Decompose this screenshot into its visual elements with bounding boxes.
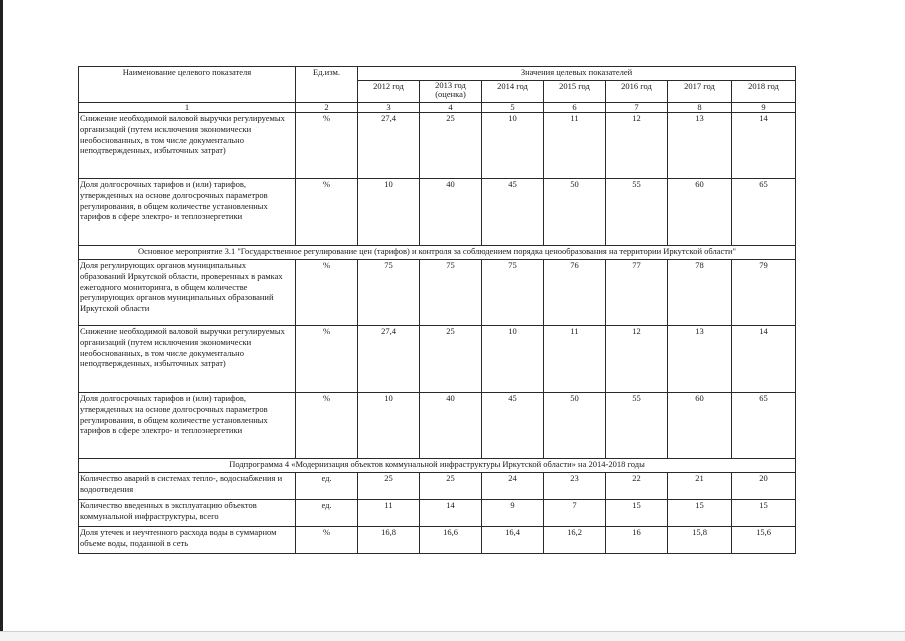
value-cell: 9 bbox=[482, 500, 544, 527]
value-cell: 55 bbox=[606, 179, 668, 246]
unit-cell: % bbox=[296, 179, 358, 246]
value-cell: 14 bbox=[420, 500, 482, 527]
table-row bbox=[79, 326, 796, 393]
unit-cell: % bbox=[296, 113, 358, 179]
table-row bbox=[79, 473, 796, 500]
value-cell: 13 bbox=[668, 326, 732, 393]
value-cell: 60 bbox=[668, 393, 732, 459]
value-cell: 75 bbox=[358, 260, 420, 326]
column-number: 7 bbox=[606, 103, 668, 113]
value-cell: 50 bbox=[544, 179, 606, 246]
value-cell: 15,6 bbox=[732, 527, 796, 554]
value-cell: 27,4 bbox=[358, 326, 420, 393]
value-cell: 16,8 bbox=[358, 527, 420, 554]
column-number: 3 bbox=[358, 103, 420, 113]
value-cell: 16,6 bbox=[420, 527, 482, 554]
header-target-values: Значения целевых показателей bbox=[358, 67, 796, 81]
value-cell: 22 bbox=[606, 473, 668, 500]
header-year: 2015 год bbox=[544, 81, 606, 103]
indicator-name: Количество введенных в эксплуатацию объектов коммунальной инфраструктуры, всего bbox=[79, 500, 296, 527]
value-cell: 10 bbox=[358, 179, 420, 246]
column-number: 4 bbox=[420, 103, 482, 113]
value-cell: 25 bbox=[420, 473, 482, 500]
value-cell: 10 bbox=[482, 113, 544, 179]
column-number: 9 bbox=[732, 103, 796, 113]
header-year: 2018 год bbox=[732, 81, 796, 103]
indicator-name: Доля утечек и неучтенного расхода воды в суммарном объеме воды, поданной в сеть bbox=[79, 527, 296, 554]
value-cell: 45 bbox=[482, 393, 544, 459]
indicator-name: Доля долгосрочных тарифов и (или) тарифов, утвержденных на основе долгосрочных параметров регулирования, в общем количестве установленных тарифов в сфере электро- и теплоэнергетики bbox=[79, 179, 296, 246]
value-cell: 13 bbox=[668, 113, 732, 179]
unit-cell: % bbox=[296, 527, 358, 554]
value-cell: 16,2 bbox=[544, 527, 606, 554]
value-cell: 14 bbox=[732, 113, 796, 179]
value-cell: 40 bbox=[420, 179, 482, 246]
value-cell: 15,8 bbox=[668, 527, 732, 554]
value-cell: 21 bbox=[668, 473, 732, 500]
value-cell: 65 bbox=[732, 393, 796, 459]
value-cell: 76 bbox=[544, 260, 606, 326]
value-cell: 25 bbox=[358, 473, 420, 500]
unit-cell: % bbox=[296, 260, 358, 326]
table-row bbox=[79, 113, 796, 179]
value-cell: 15 bbox=[732, 500, 796, 527]
column-number: 8 bbox=[668, 103, 732, 113]
value-cell: 10 bbox=[358, 393, 420, 459]
column-number: 2 bbox=[296, 103, 358, 113]
value-cell: 14 bbox=[732, 326, 796, 393]
table-row bbox=[79, 527, 796, 554]
unit-cell: ед. bbox=[296, 473, 358, 500]
value-cell: 40 bbox=[420, 393, 482, 459]
table-row bbox=[79, 500, 796, 527]
column-number: 5 bbox=[482, 103, 544, 113]
value-cell: 60 bbox=[668, 179, 732, 246]
section-title: Подпрограмма 4 «Модернизация объектов коммунальной инфраструктуры Иркутской области» на 2014-2018 годы bbox=[79, 459, 796, 473]
value-cell: 78 bbox=[668, 260, 732, 326]
value-cell: 11 bbox=[544, 113, 606, 179]
value-cell: 25 bbox=[420, 326, 482, 393]
column-number: 1 bbox=[79, 103, 296, 113]
indicator-name: Снижение необходимой валовой выручки регулируемых организаций (путем исключения экономически необоснованных, в том числе документально неподтвержденных, избыточных затрат) bbox=[79, 113, 296, 179]
value-cell: 50 bbox=[544, 393, 606, 459]
value-cell: 75 bbox=[482, 260, 544, 326]
value-cell: 65 bbox=[732, 179, 796, 246]
scan-left-edge bbox=[0, 0, 3, 640]
value-cell: 10 bbox=[482, 326, 544, 393]
value-cell: 12 bbox=[606, 326, 668, 393]
header-year: 2013 год (оценка) bbox=[420, 81, 482, 103]
value-cell: 12 bbox=[606, 113, 668, 179]
value-cell: 7 bbox=[544, 500, 606, 527]
indicator-name: Снижение необходимой валовой выручки регулируемых организаций (путем исключения экономически необоснованных, в том числе документально неподтвержденных, избыточных затрат) bbox=[79, 326, 296, 393]
indicator-name: Доля долгосрочных тарифов и (или) тарифов, утвержденных на основе долгосрочных параметров регулирования, в общем количестве установленных тарифов в сфере электро- и теплоэнергетики bbox=[79, 393, 296, 459]
value-cell: 25 bbox=[420, 113, 482, 179]
table-row bbox=[79, 393, 796, 459]
unit-cell: % bbox=[296, 326, 358, 393]
value-cell: 20 bbox=[732, 473, 796, 500]
value-cell: 23 bbox=[544, 473, 606, 500]
value-cell: 24 bbox=[482, 473, 544, 500]
value-cell: 77 bbox=[606, 260, 668, 326]
value-cell: 15 bbox=[606, 500, 668, 527]
value-cell: 15 bbox=[668, 500, 732, 527]
header-year: 2016 год bbox=[606, 81, 668, 103]
header-row-1 bbox=[79, 67, 796, 81]
unit-cell: ед. bbox=[296, 500, 358, 527]
indicators-table bbox=[78, 66, 796, 554]
value-cell: 16,4 bbox=[482, 527, 544, 554]
header-year: 2014 год bbox=[482, 81, 544, 103]
section-row bbox=[79, 246, 796, 260]
header-unit: Ед.изм. bbox=[296, 67, 358, 103]
value-cell: 79 bbox=[732, 260, 796, 326]
column-number-row bbox=[79, 103, 796, 113]
value-cell: 75 bbox=[420, 260, 482, 326]
header-year: 2017 год bbox=[668, 81, 732, 103]
value-cell: 27,4 bbox=[358, 113, 420, 179]
value-cell: 45 bbox=[482, 179, 544, 246]
header-indicator-name: Наименование целевого показателя bbox=[79, 67, 296, 103]
header-year: 2012 год bbox=[358, 81, 420, 103]
unit-cell: % bbox=[296, 393, 358, 459]
indicator-name: Доля регулирующих органов муниципальных образований Иркутской области, проверенных в рамках ежегодного мониторинга, в общем количестве регулирующих органов муниципальных образований Иркутской области bbox=[79, 260, 296, 326]
value-cell: 11 bbox=[544, 326, 606, 393]
column-number: 6 bbox=[544, 103, 606, 113]
section-title: Основное мероприятие 3.1 "Государственное регулирование цен (тарифов) и контроля за соблюдением порядка ценообразования на территории Иркутской области" bbox=[79, 246, 796, 260]
indicator-name: Количество аварий в системах тепло-, водоснабжения и водоотведения bbox=[79, 473, 296, 500]
value-cell: 55 bbox=[606, 393, 668, 459]
section-row bbox=[79, 459, 796, 473]
value-cell: 11 bbox=[358, 500, 420, 527]
value-cell: 16 bbox=[606, 527, 668, 554]
table-row bbox=[79, 179, 796, 246]
table-row bbox=[79, 260, 796, 326]
